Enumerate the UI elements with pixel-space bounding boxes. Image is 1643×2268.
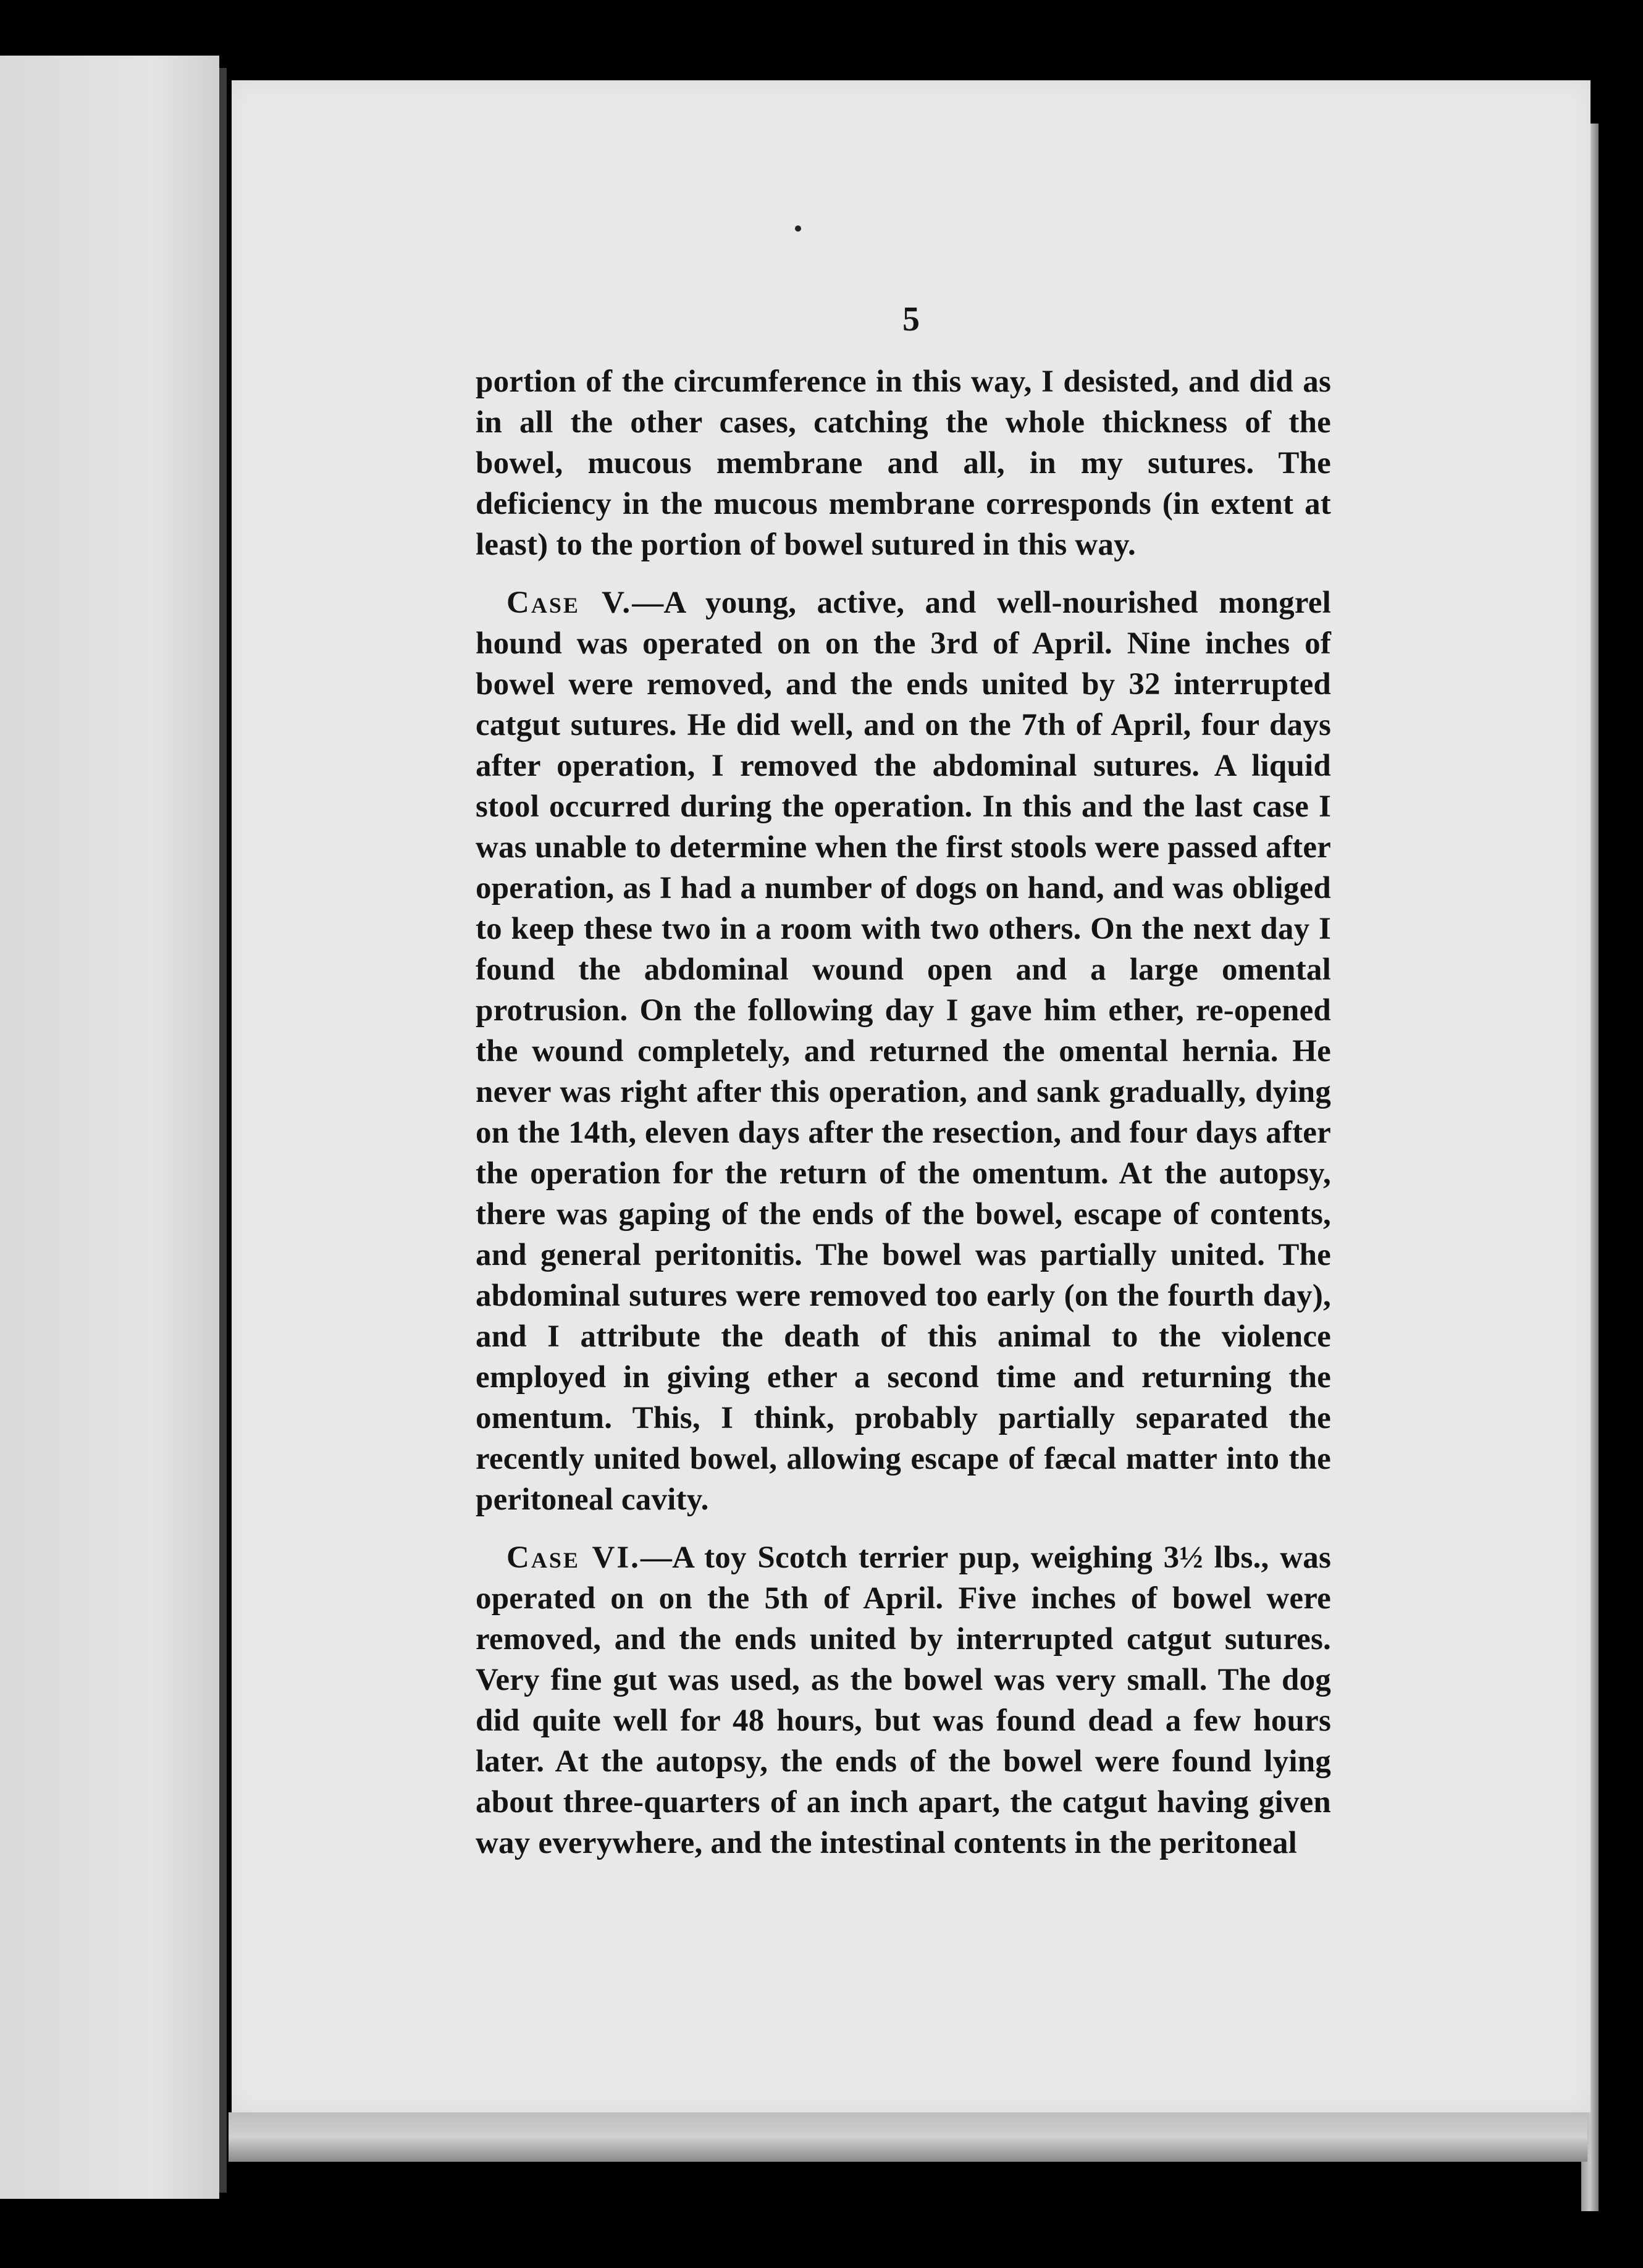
page-number: 5 — [902, 300, 920, 338]
case-label: Case V. — [506, 586, 632, 620]
paragraph-text: portion of the circumference in this way, I desisted, and did as in all the other cases, catching the whole thickness of the bowel, mucous membrane and all, in my sutures. The deficiency in the mucous membrane corresponds (in extent at least) to the portion of bowel sutured in this way. — [476, 364, 1331, 562]
paragraph-case-vi — [476, 1537, 1331, 1863]
book-gutter — [219, 68, 227, 2193]
under-page-bottom-edge — [229, 2112, 1587, 2162]
previous-page-edge — [0, 56, 219, 2199]
paragraph-continuation — [476, 361, 1331, 565]
paragraph-text: —A young, active, and well-nourished mongrel hound was operated on on the 3rd of April. Nine inches of bowel were removed, and the ends united by 32 interrupted catgut sutures. He did well, and on the 7th of April, four days after operation, I removed the abdominal sutures. A liquid stool occurred during the operation. In this and the last case I was unable to determine when the first stools were passed after operation, as I had a number of dogs on hand, and was obliged to keep these two in a room with two others. On the next day I found the abdominal wound open and a large omental protrusion. On the following day I gave him ether, re-opened the wound completely, and returned the omental hernia. He never was right after this operation, and sank gradually, dying on the 14th, eleven days after the resection, and four days after the operation for the return of the omentum. At the autopsy, there was gaping of the ends of the bowel, escape of contents, and general peritonitis. The bowel was partially united. The abdominal sutures were removed too early (on the fourth day), and I attribute the death of this animal to the violence employed in giving ether a second time and returning the omentum. This, I think, probably partially separated the recently united bowel, allowing escape of fæcal matter into the peritoneal cavity. — [476, 586, 1331, 1517]
paragraph-text: —A toy Scotch terrier pup, weighing 3½ lbs., was operated on on the 5th of April. Five inches of bowel were removed, and the ends united by interrupted catgut sutures. Very fine gut was used, as the bowel was very small. The dog did quite well for 48 hours, but was found dead a few hours later. At the autopsy, the ends of the bowel were found lying about three-quarters of an inch apart, the catgut having given way everywhere, and the intestinal contents in the peritoneal — [476, 1540, 1331, 1860]
scanned-page — [232, 80, 1590, 2112]
ink-speck — [795, 225, 801, 232]
body-text — [476, 361, 1331, 1863]
paragraph-case-v — [476, 582, 1331, 1520]
case-label: Case VI. — [506, 1540, 641, 1575]
